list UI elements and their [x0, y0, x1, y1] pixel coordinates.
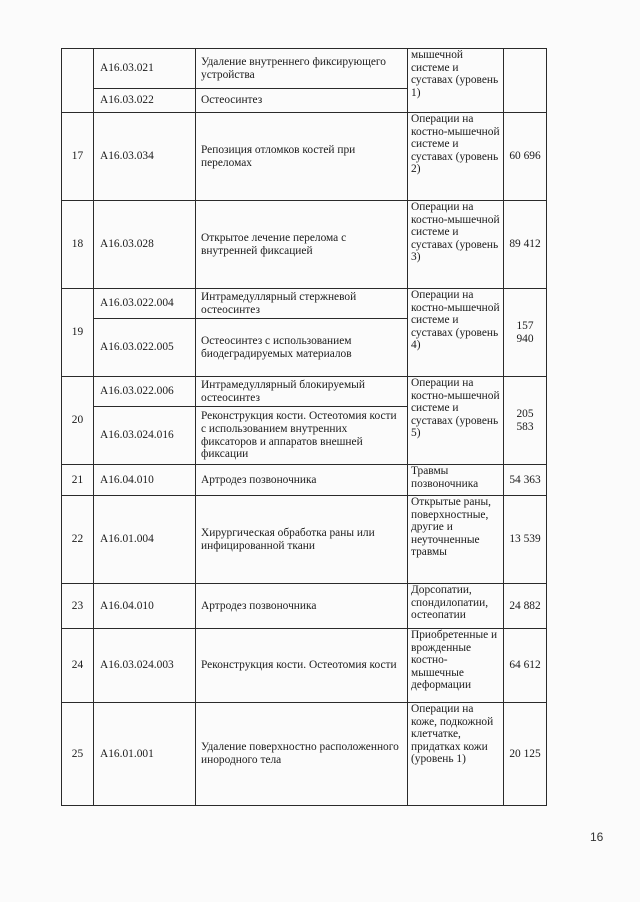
service-code-cell: A16.03.028 [94, 201, 196, 289]
service-name-cell: Остеосинтез с использованием биодеградируемых материалов [196, 319, 408, 377]
row-number-cell: 21 [62, 465, 94, 496]
price-cell: 64 612 [504, 629, 547, 703]
group-name-cell: Операции на костно-мышечной системе и суставах (уровень 2) [408, 113, 504, 201]
table-row [62, 377, 547, 407]
service-name-cell: Удаление поверхностно расположенного инородного тела [196, 703, 408, 806]
service-name-cell: Артродез позвоночника [196, 584, 408, 629]
group-name-cell: Открытые раны, поверхностные, другие и неуточненные травмы [408, 496, 504, 584]
row-number-cell [62, 49, 94, 113]
service-code-cell: A16.03.024.003 [94, 629, 196, 703]
price-cell: 13 539 [504, 496, 547, 584]
table-row [62, 496, 547, 584]
table-row [62, 289, 547, 319]
service-name-cell: Интрамедуллярный блокируемый остеосинтез [196, 377, 408, 407]
row-number-cell: 18 [62, 201, 94, 289]
price-cell: 54 363 [504, 465, 547, 496]
tariff-table [61, 48, 547, 806]
service-code-cell: A16.03.022.005 [94, 319, 196, 377]
table-row [62, 629, 547, 703]
table-row [62, 584, 547, 629]
table-row [62, 201, 547, 289]
service-code-cell: A16.01.001 [94, 703, 196, 806]
price-cell: 60 696 [504, 113, 547, 201]
row-number-cell: 17 [62, 113, 94, 201]
service-name-cell: Репозиция отломков костей при переломах [196, 113, 408, 201]
price-cell: 20 125 [504, 703, 547, 806]
service-code-cell: A16.03.024.016 [94, 407, 196, 465]
group-name-cell: Операции на коже, подкожной клетчатке, придатках кожи (уровень 1) [408, 703, 504, 806]
service-name-cell: Открытое лечение перелома с внутренней фиксацией [196, 201, 408, 289]
service-code-cell: A16.04.010 [94, 584, 196, 629]
price-cell: 205 583 [504, 377, 547, 465]
row-number-cell: 22 [62, 496, 94, 584]
service-name-cell: Артродез позвоночника [196, 465, 408, 496]
table-row [62, 49, 547, 89]
service-code-cell: A16.03.022.004 [94, 289, 196, 319]
service-name-cell: Реконструкция кости. Остеотомия кости [196, 629, 408, 703]
service-code-cell: A16.03.022.006 [94, 377, 196, 407]
price-cell [504, 49, 547, 113]
page-number: 16 [590, 830, 604, 844]
service-code-cell: A16.03.021 [94, 49, 196, 89]
service-code-cell: A16.03.022 [94, 89, 196, 113]
service-code-cell: A16.03.034 [94, 113, 196, 201]
service-name-cell: Остеосинтез [196, 89, 408, 113]
price-cell: 24 882 [504, 584, 547, 629]
row-number-cell: 23 [62, 584, 94, 629]
row-number-cell: 20 [62, 377, 94, 465]
price-cell: 89 412 [504, 201, 547, 289]
row-number-cell: 19 [62, 289, 94, 377]
table-row [62, 465, 547, 496]
price-cell: 157 940 [504, 289, 547, 377]
service-name-cell: Удаление внутреннего фиксирующего устройства [196, 49, 408, 89]
table-row [62, 113, 547, 201]
group-name-cell: Операции на костно-мышечной системе и суставах (уровень 5) [408, 377, 504, 465]
table-row [62, 703, 547, 806]
row-number-cell: 24 [62, 629, 94, 703]
service-name-cell: Интрамедуллярный стержневой остеосинтез [196, 289, 408, 319]
service-code-cell: A16.04.010 [94, 465, 196, 496]
group-name-cell: Операции на костно-мышечной системе и суставах (уровень 4) [408, 289, 504, 377]
group-name-cell: Операции на костно-мышечной системе и суставах (уровень 3) [408, 201, 504, 289]
group-name-cell: Травмы позвоночника [408, 465, 504, 496]
group-name-cell: Дорсопатии, спондилопатии, остеопатии [408, 584, 504, 629]
service-name-cell: Хирургическая обработка раны или инфицированной ткани [196, 496, 408, 584]
service-code-cell: A16.01.004 [94, 496, 196, 584]
service-name-cell: Реконструкция кости. Остеотомия кости с использованием внутренних фиксаторов и аппаратов внешней фиксации [196, 407, 408, 465]
group-name-cell: мышечной системе и суставах (уровень 1) [408, 49, 504, 113]
group-name-cell: Приобретенные и врожденные костно-мышечные деформации [408, 629, 504, 703]
row-number-cell: 25 [62, 703, 94, 806]
